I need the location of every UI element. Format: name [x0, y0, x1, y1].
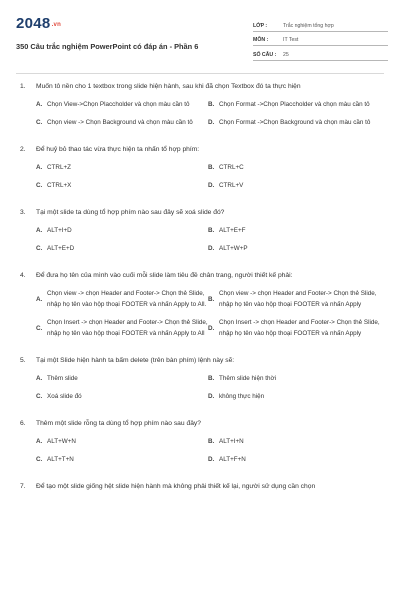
question-number: 2. — [20, 146, 26, 153]
answer-option[interactable] — [208, 373, 380, 384]
option-text: Chọn Format ->Chọn Placcholder và chọn màu cần tô — [219, 101, 370, 108]
option-text: ALT+F+N — [219, 456, 246, 463]
option-text: ALT+W+P — [219, 245, 248, 252]
question-number: 3. — [20, 209, 26, 216]
question-text: Để tạo một slide giống hệt slide hiện hành mà không phải thiết kế lại, người sử dụng cần chọn — [36, 483, 316, 490]
answer-options — [20, 162, 380, 198]
meta-row-count — [253, 46, 388, 61]
answer-option[interactable] — [36, 225, 208, 236]
question-stem — [20, 271, 380, 281]
answer-option[interactable] — [36, 373, 208, 384]
answer-option[interactable] — [36, 180, 208, 191]
answer-option[interactable] — [208, 180, 380, 191]
option-text: Chọn Insert -> chọn Header and Footer-> Chọn thẻ Slide, nhập họ tên vào hộp thoại FOOTER và nhấn Apply — [219, 319, 380, 337]
document-header — [16, 10, 384, 66]
option-text: không thực hiện — [219, 393, 265, 400]
question-text: Tại một Slide hiện hành ta bấm delete (trên bàn phím) lệnh này sẽ: — [36, 357, 235, 364]
option-letter: D. — [208, 245, 215, 252]
meta-value: IT Test — [283, 37, 299, 43]
option-letter: C. — [36, 324, 43, 332]
option-text: ALT+E+F — [219, 227, 246, 234]
option-text: ALT+W+N — [47, 438, 76, 445]
document-meta — [253, 17, 388, 61]
option-text: Chọn view -> chọn Header and Footer-> Chọn thẻ Slide, nhập họ tên vào hộp thoại FOOTER và nhấn Apply to All. — [47, 290, 207, 308]
question-item — [20, 145, 380, 198]
option-text: CTRL+X — [47, 182, 72, 189]
option-letter: A. — [36, 438, 43, 445]
option-letter: B. — [208, 227, 215, 234]
answer-option[interactable] — [36, 99, 208, 110]
answer-option[interactable] — [36, 243, 208, 254]
option-letter: B. — [208, 101, 215, 108]
answer-option[interactable] — [36, 454, 208, 465]
question-text: Để huỷ bỏ thao tác vừa thực hiện ta nhấn tổ hợp phím: — [36, 146, 200, 153]
question-stem — [20, 356, 380, 366]
option-text: Xoá slide đó — [47, 393, 82, 400]
option-letter: C. — [36, 393, 43, 400]
question-item — [20, 82, 380, 135]
question-text: Muốn tô nền cho 1 textbox trong slide hiện hành, sau khi đã chọn Textbox đó ta thực hiện — [36, 83, 301, 90]
question-number: 1. — [20, 83, 26, 90]
answer-option[interactable] — [36, 391, 208, 402]
meta-value: Trắc nghiệm tổng hợp — [283, 22, 334, 29]
option-letter: D. — [208, 182, 215, 189]
answer-option[interactable] — [208, 117, 380, 128]
answer-option[interactable] — [208, 225, 380, 236]
question-stem — [20, 145, 380, 155]
answer-option[interactable] — [36, 117, 208, 128]
option-text: Thêm slide hiện thời — [219, 375, 276, 382]
option-letter: A. — [36, 164, 43, 171]
option-letter: B. — [208, 438, 215, 445]
option-letter: C. — [36, 182, 43, 189]
question-item — [20, 271, 380, 346]
question-text: Để đưa họ tên của mình vào cuối mỗi slide làm tiêu đề chân trang, người thiết kế phải: — [36, 272, 293, 279]
question-item — [20, 482, 380, 492]
meta-label: SỐ CÂU : — [253, 51, 277, 58]
answer-option[interactable] — [208, 436, 380, 447]
question-stem — [20, 208, 380, 218]
answer-option[interactable] — [208, 162, 380, 173]
answer-option[interactable] — [36, 436, 208, 447]
option-letter: B. — [208, 375, 215, 382]
question-item — [20, 356, 380, 409]
option-text: Chọn view -> Chọn Background và chọn màu cần tô — [47, 119, 193, 126]
option-letter: D. — [208, 324, 215, 332]
option-text: CTRL+Z — [47, 164, 71, 171]
answer-options — [20, 288, 380, 346]
question-stem — [20, 419, 380, 429]
meta-label: LỚP : — [253, 22, 268, 29]
answer-option[interactable] — [36, 288, 208, 310]
option-text: Chọn Format ->Chọn Background và chọn màu cần tô — [219, 119, 371, 126]
answer-options — [20, 225, 380, 261]
question-number: 7. — [20, 483, 26, 490]
option-text: CTRL+V — [219, 182, 244, 189]
meta-label: MÔN : — [253, 37, 269, 43]
option-letter: C. — [36, 245, 43, 252]
option-letter: A. — [36, 101, 43, 108]
answer-options — [20, 436, 380, 472]
question-stem — [20, 482, 380, 492]
answer-option[interactable] — [36, 162, 208, 173]
header-divider — [16, 73, 384, 74]
option-letter: A. — [36, 227, 43, 234]
option-text: Chọn Insert -> chọn Header and Footer-> Chọn thẻ Slide, nhập họ tên vào hộp thoại FOOTER và nhấn Apply to All — [47, 319, 208, 337]
option-letter: C. — [36, 119, 43, 126]
option-letter: D. — [208, 456, 215, 463]
option-text: ALT+I+D — [47, 227, 72, 234]
question-text: Thêm một slide rỗng ta dùng tổ hợp phím nào sau đây? — [36, 420, 201, 427]
option-letter: B. — [208, 164, 215, 171]
logo-text: 2048 — [16, 15, 51, 32]
answer-option[interactable] — [208, 243, 380, 254]
answer-option[interactable] — [208, 391, 380, 402]
question-number: 5. — [20, 357, 26, 364]
question-number: 6. — [20, 420, 26, 427]
option-text: ALT+I+N — [219, 438, 244, 445]
option-text: CTRL+C — [219, 164, 244, 171]
site-logo[interactable] — [16, 15, 61, 32]
option-text: ALT+E+D — [47, 245, 75, 252]
answer-options — [20, 373, 380, 409]
question-item — [20, 419, 380, 472]
question-number: 4. — [20, 272, 26, 279]
document-title: 350 Câu trắc nghiệm PowerPoint có đáp án - Phần 6 — [16, 42, 199, 51]
question-text: Tại một slide ta dùng tổ hợp phím nào sau đây sẽ xoá slide đó? — [36, 209, 225, 216]
question-item — [20, 208, 380, 261]
answer-option[interactable] — [208, 288, 380, 310]
option-letter: C. — [36, 456, 43, 463]
answer-options — [20, 99, 380, 135]
answer-option[interactable] — [36, 317, 208, 339]
answer-option[interactable] — [208, 317, 380, 339]
option-letter: A. — [36, 375, 43, 382]
option-letter: B. — [208, 295, 215, 303]
question-list — [20, 82, 380, 502]
meta-row-subject — [253, 32, 388, 47]
answer-option[interactable] — [208, 99, 380, 110]
meta-value: 25 — [283, 51, 289, 58]
answer-option[interactable] — [208, 454, 380, 465]
option-text: Chọn View->Chọn Placcholder và chọn màu cần tô — [47, 101, 190, 108]
option-text: ALT+T+N — [47, 456, 74, 463]
option-text: Thêm slide — [47, 375, 78, 382]
meta-row-class — [253, 17, 388, 32]
option-letter: A. — [36, 295, 43, 303]
logo-suffix: .vn — [51, 22, 62, 28]
option-letter: D. — [208, 393, 215, 400]
option-letter: D. — [208, 119, 215, 126]
question-stem — [20, 82, 380, 92]
option-text: Chọn view -> chọn Header and Footer-> Chọn thẻ Slide, nhập họ tên vào hộp thoại FOOTER và nhấn Apply — [219, 290, 377, 308]
